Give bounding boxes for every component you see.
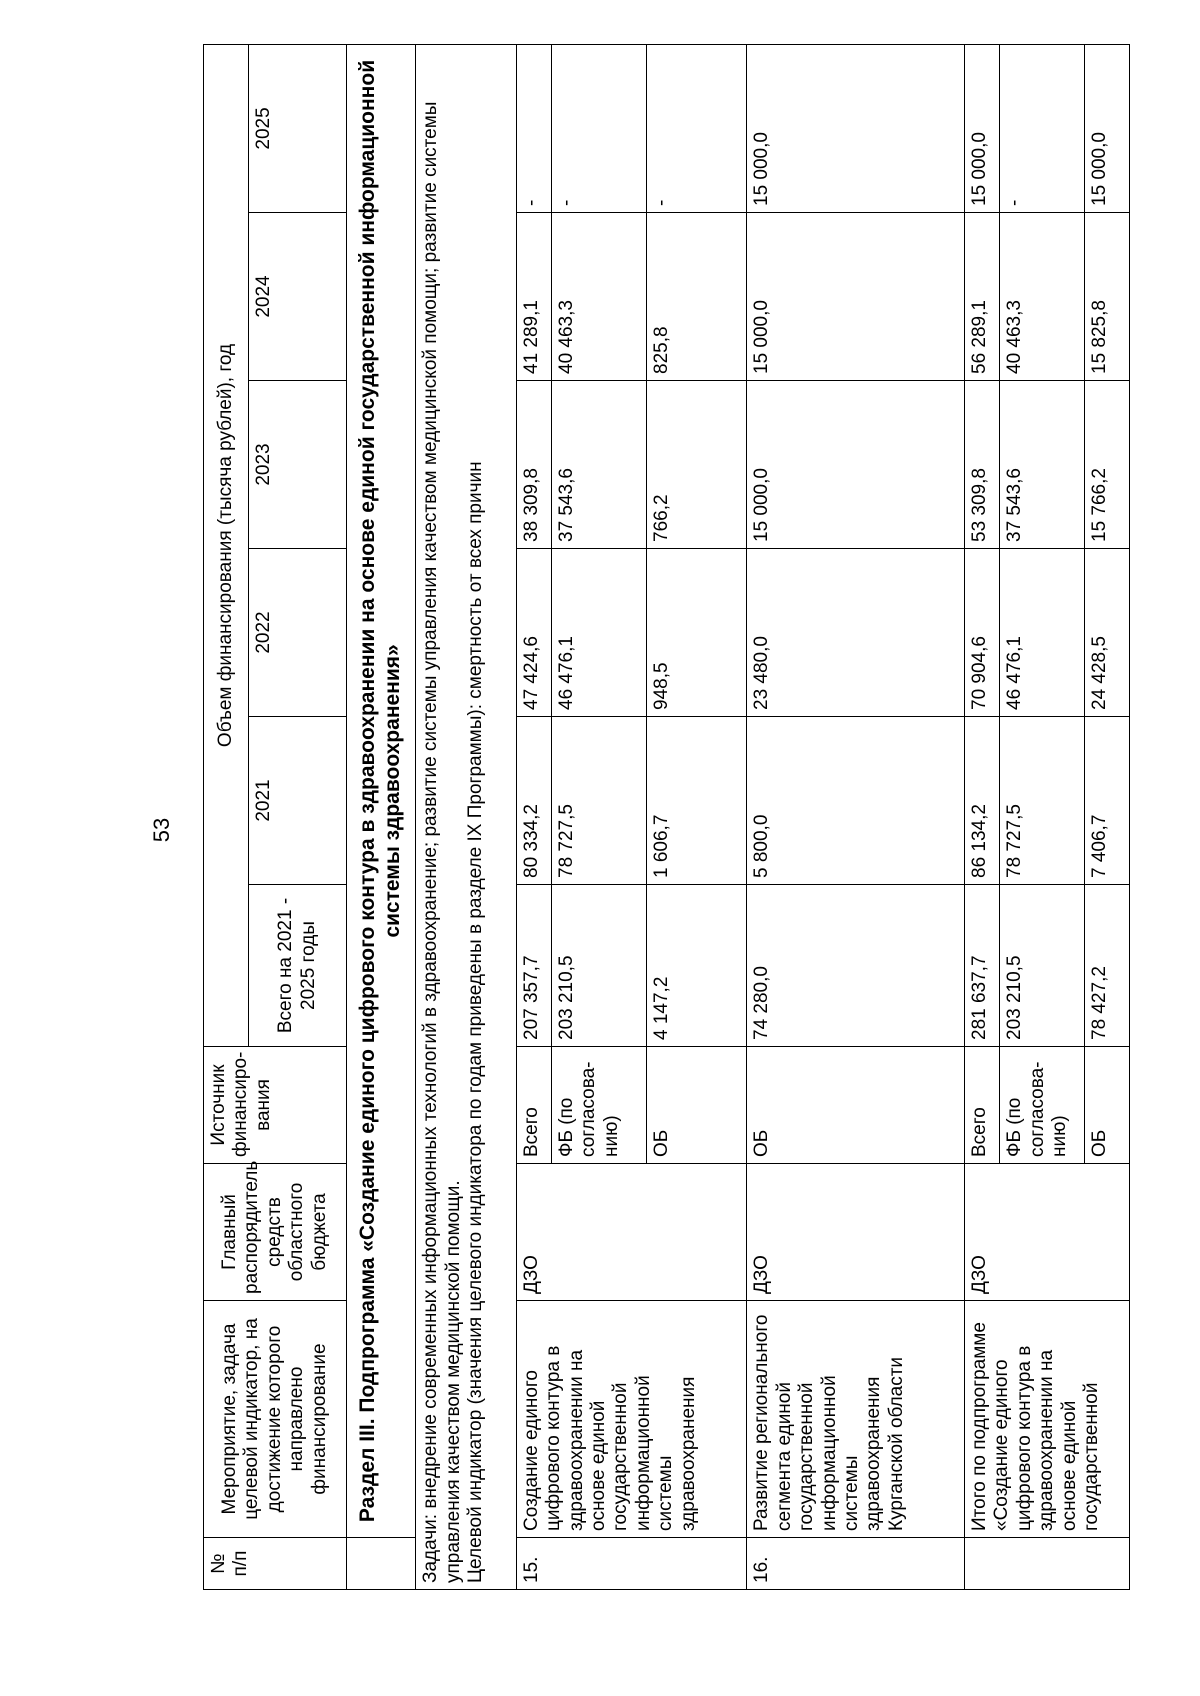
cell-2025: - <box>551 44 646 212</box>
row-num: 15. <box>516 1538 747 1590</box>
cell-2022: 23 480,0 <box>747 549 965 717</box>
page-number: 53 <box>149 817 174 843</box>
cell-2021: 1 606,7 <box>646 717 747 885</box>
cell-2025: - <box>1000 44 1085 212</box>
header-year-2024: 2024 <box>249 213 347 381</box>
cell-2021: 86 134,2 <box>965 717 1000 885</box>
funding-table <box>203 44 1130 1590</box>
cell-2023: 53 309,8 <box>965 381 1000 549</box>
cell-source: Всего <box>965 1047 1000 1164</box>
cell-2024: 41 289,1 <box>516 213 551 381</box>
row-measure: Итого по подпрограмме «Создание единого цифрового контура в здравоохранении на основе единой государственной <box>965 1301 1130 1538</box>
header-year-2022: 2022 <box>249 549 347 717</box>
tasks-cell <box>416 44 517 1589</box>
section-title: Раздел III. Подпрограмма «Создание единого цифрового контура в здравоохранении на основе единой государственной информационной системы здравоохранения» <box>347 44 416 1537</box>
header-year-2025: 2025 <box>249 44 347 212</box>
cell-2022: 46 476,1 <box>1000 549 1085 717</box>
cell-2023: 38 309,8 <box>516 381 551 549</box>
cell-source: ФБ (по согласова-нию) <box>1000 1047 1085 1164</box>
header-funding-volume: Объем финансирования (тысяча рублей), год <box>204 44 249 1046</box>
cell-total: 203 210,5 <box>551 885 646 1047</box>
cell-2024: 15 825,8 <box>1085 213 1130 381</box>
row-distributor: ДЗО <box>965 1164 1130 1301</box>
cell-2022: 70 904,6 <box>965 549 1000 717</box>
cell-source: ОБ <box>747 1047 965 1164</box>
row-num: 16. <box>747 1538 965 1590</box>
row-measure: Создание единого цифрового контура в здравоохранении на основе единой государственной информационной системы здравоохранения <box>516 1301 747 1538</box>
cell-total: 4 147,2 <box>646 885 747 1047</box>
cell-2023: 766,2 <box>646 381 747 549</box>
cell-2023: 15 766,2 <box>1085 381 1130 549</box>
cell-2022: 46 476,1 <box>551 549 646 717</box>
cell-2021: 7 406,7 <box>1085 717 1130 885</box>
cell-2025: - <box>646 44 747 212</box>
header-year-2023: 2023 <box>249 381 347 549</box>
cell-2025: 15 000,0 <box>747 44 965 212</box>
cell-2021: 78 727,5 <box>551 717 646 885</box>
cell-total: 281 637,7 <box>965 885 1000 1047</box>
cell-2025: - <box>516 44 551 212</box>
header-distributor: Главный распорядитель средств областного бюджета <box>204 1164 347 1301</box>
cell-2025: 15 000,0 <box>1085 44 1130 212</box>
cell-total: 207 357,7 <box>516 885 551 1047</box>
header-total: Всего на 2021 - 2025 годы <box>249 885 347 1047</box>
cell-2022: 24 428,5 <box>1085 549 1130 717</box>
cell-2025: 15 000,0 <box>965 44 1000 212</box>
row-distributor: ДЗО <box>516 1164 747 1301</box>
cell-source: Всего <box>516 1047 551 1164</box>
cell-2024: 825,8 <box>646 213 747 381</box>
cell-total: 78 427,2 <box>1085 885 1130 1047</box>
cell-2021: 78 727,5 <box>1000 717 1085 885</box>
cell-source: ОБ <box>1085 1047 1130 1164</box>
cell-source: ОБ <box>646 1047 747 1164</box>
cell-2021: 80 334,2 <box>516 717 551 885</box>
cell-2021: 5 800,0 <box>747 717 965 885</box>
cell-2022: 948,5 <box>646 549 747 717</box>
cell-2024: 40 463,3 <box>551 213 646 381</box>
header-num: № п/п <box>204 1538 347 1590</box>
cell-total: 203 210,5 <box>1000 885 1085 1047</box>
header-source: Источник финансиро-вания <box>204 1047 347 1164</box>
cell-2024: 15 000,0 <box>747 213 965 381</box>
tasks-text: Задачи: внедрение современных информационных технологий в здравоохранение; развитие системы управления качеством медицинской помощи; развитие системы управления качеством медицинской помощи. <box>420 101 464 1583</box>
row-num <box>965 1538 1130 1590</box>
header-measure: Мероприятие, задача целевой индикатор, на достижение которого направлено финансирование <box>204 1301 347 1538</box>
cell-2023: 15 000,0 <box>747 381 965 549</box>
cell-2023: 37 543,6 <box>1000 381 1085 549</box>
cell-source: ФБ (по согласова-нию) <box>551 1047 646 1164</box>
cell-2024: 40 463,3 <box>1000 213 1085 381</box>
cell-2022: 47 424,6 <box>516 549 551 717</box>
cell-2024: 56 289,1 <box>965 213 1000 381</box>
row-distributor: ДЗО <box>747 1164 965 1301</box>
cell-total: 74 280,0 <box>747 885 965 1047</box>
row-measure: Развитие регионального сегмента единой государственной информационной системы здравоохранения Курганской области <box>747 1301 965 1538</box>
rotated-sheet <box>203 45 1130 1590</box>
header-year-2021: 2021 <box>249 717 347 885</box>
cell-2023: 37 543,6 <box>551 381 646 549</box>
indicator-text: Целевой индикатор (значения целевого индикатора по годам приведены в разделе IX Программы): смертность от всех причин <box>465 461 487 1583</box>
